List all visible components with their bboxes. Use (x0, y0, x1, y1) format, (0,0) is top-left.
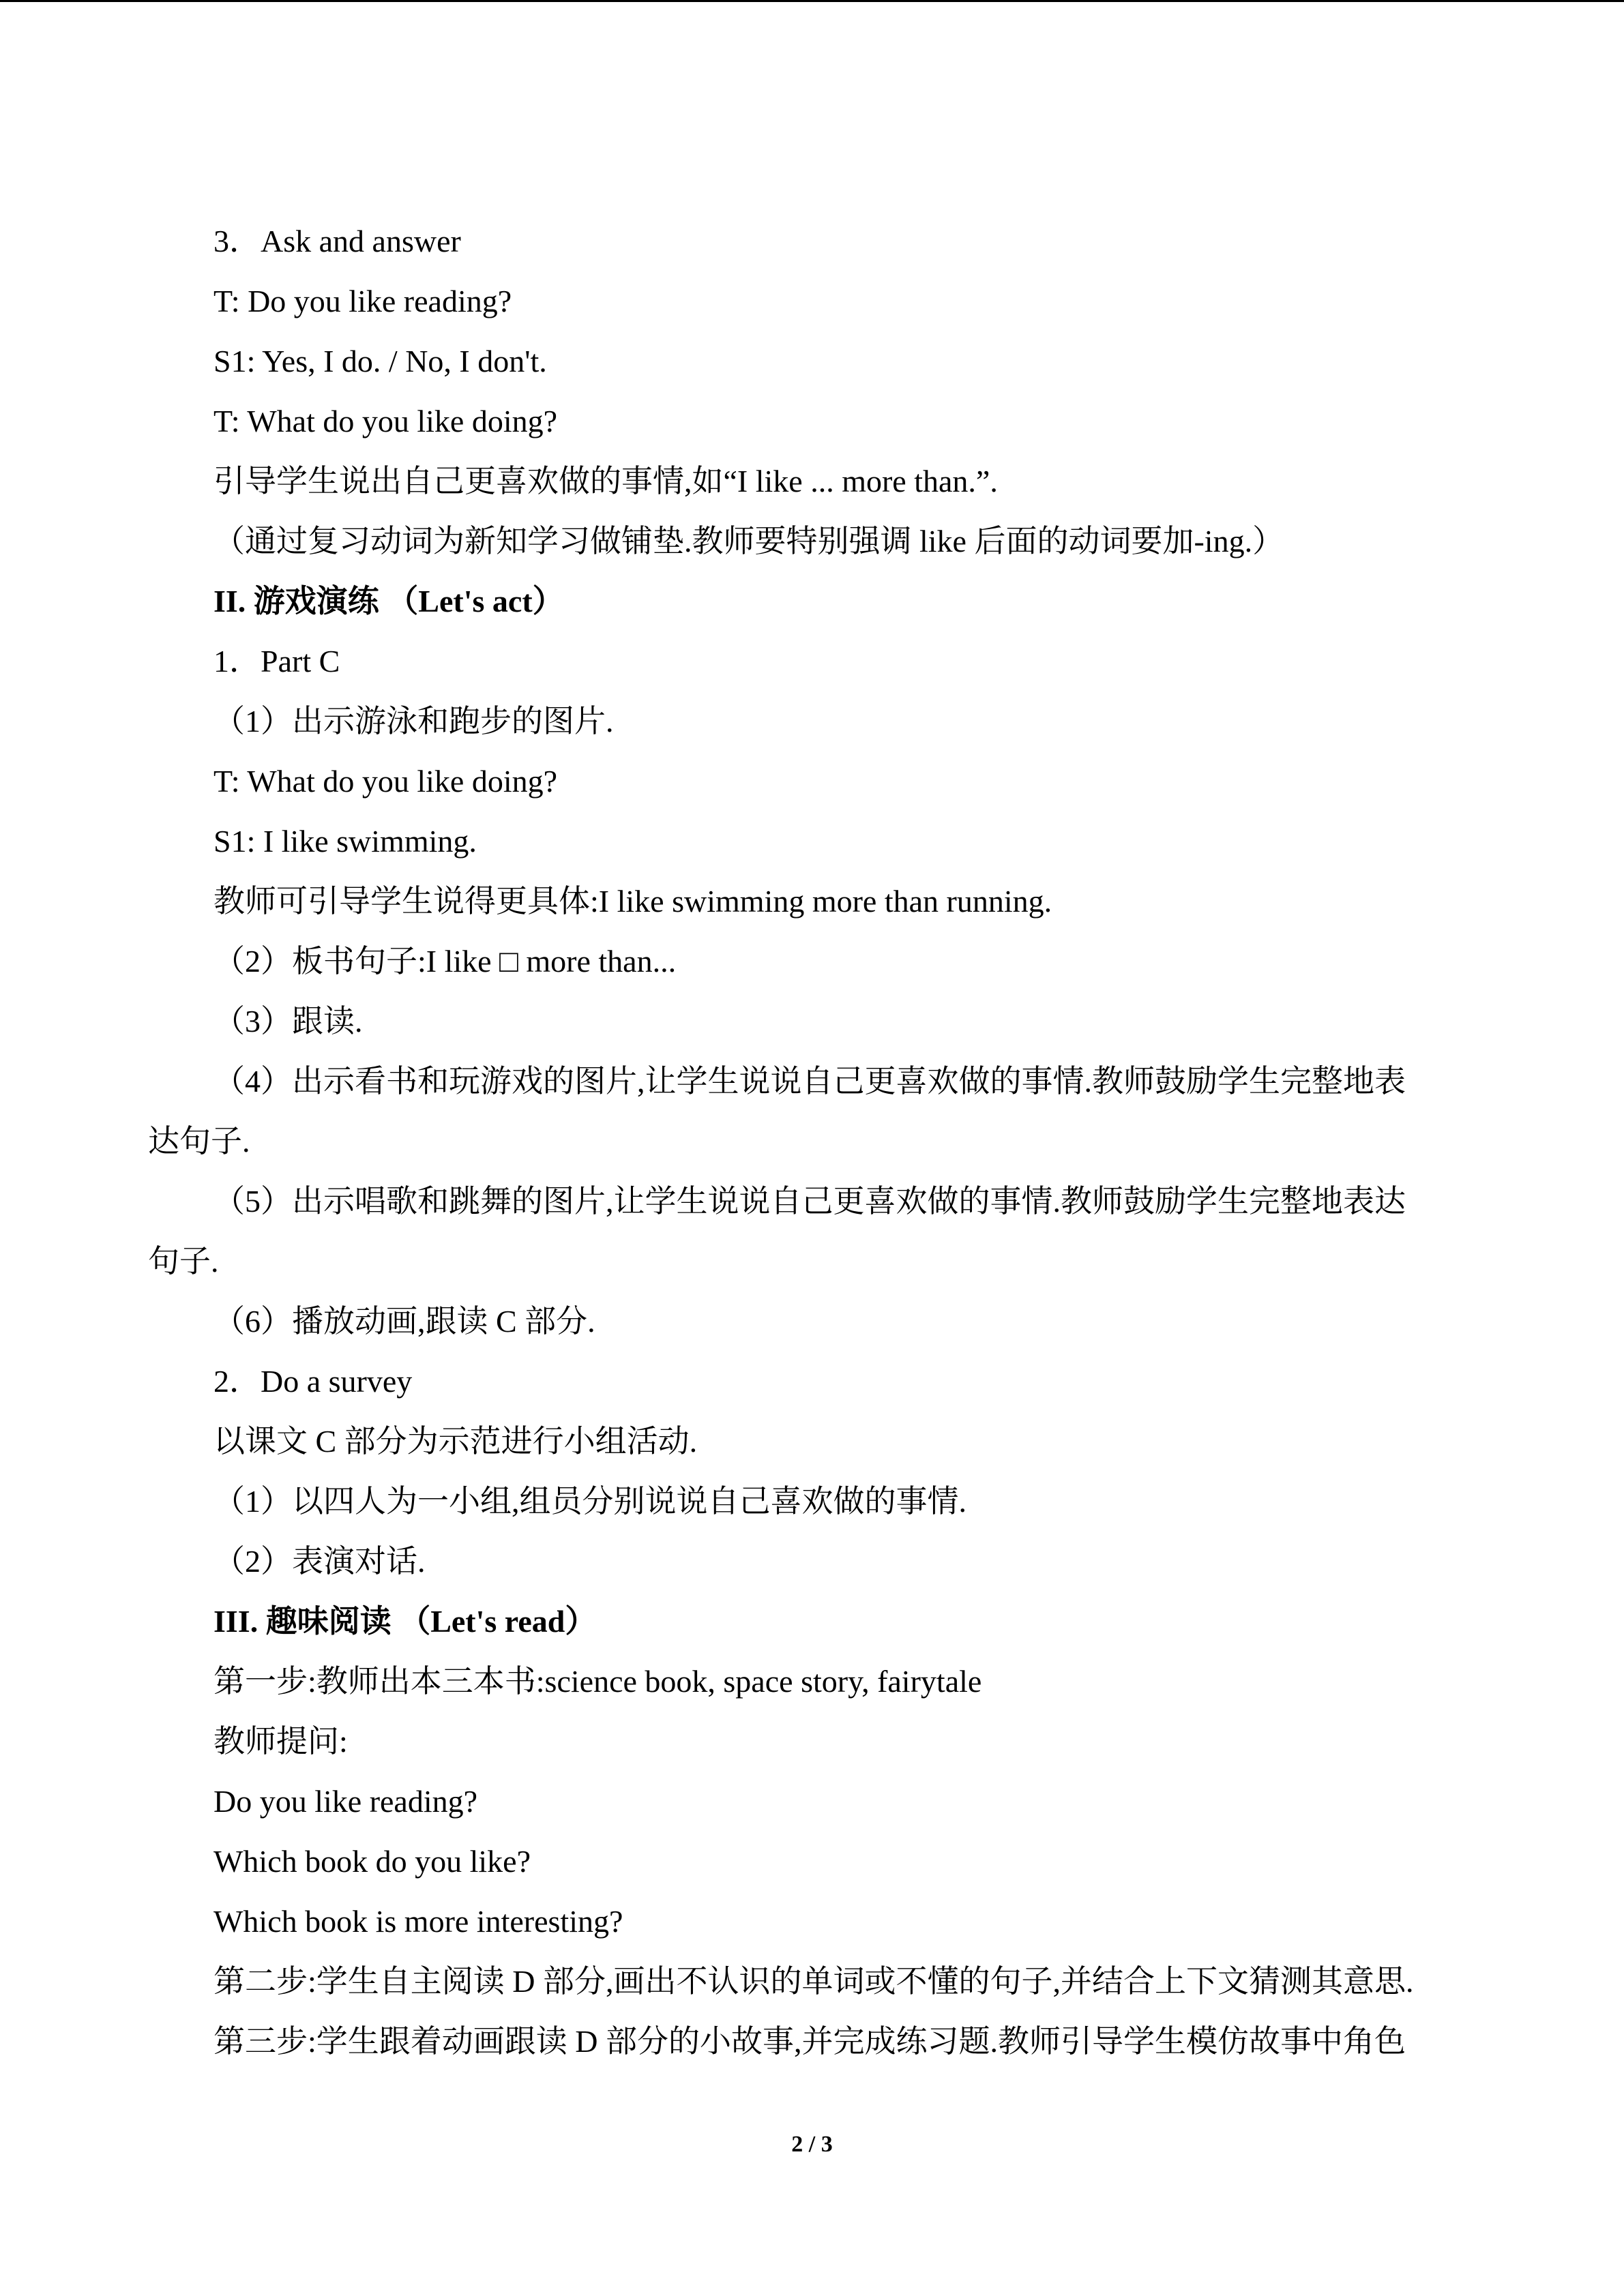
dialogue-line: T: What do you like doing? (213, 764, 558, 799)
section-item-part-c: 1．Part C (213, 644, 340, 679)
step-line: （1）以四人为一小组,组员分别说说自己喜欢做的事情. (213, 1484, 966, 1519)
page-number: 2 / 3 (791, 2132, 833, 2157)
question-line: Which book is more interesting? (213, 1904, 623, 1939)
instruction-line: 教师可引导学生说得更具体:I like swimming more than running. (213, 884, 1052, 919)
dialogue-line: T: Do you like reading? (213, 284, 512, 318)
reading-step: 第一步:教师出本三本书:science book, space story, fairytale (213, 1664, 982, 1699)
step-line: （1）出示游泳和跑步的图片. (213, 704, 614, 739)
step-line: （4）出示看书和玩游戏的图片,让学生说说自己更喜欢做的事情.教师鼓励学生完整地表 (213, 1064, 1406, 1099)
dialogue-line: T: What do you like doing? (213, 404, 558, 438)
reading-step: 第二步:学生自主阅读 D 部分,画出不认识的单词或不懂的句子,并结合上下文猜测其意思. (213, 1964, 1414, 1999)
question-line: Do you like reading? (213, 1784, 478, 1819)
step-line: （2）板书句子:I like □ more than... (213, 944, 677, 979)
step-line-continuation: 句子. (148, 1244, 219, 1279)
question-line: Which book do you like? (213, 1844, 531, 1879)
teaching-note: （通过复习动词为新知学习做铺垫.教师要特别强调 like 后面的动词要加-ing.） (213, 524, 1284, 558)
section-item-ask-and-answer: 3．Ask and answer (213, 224, 461, 258)
step-line: （2）表演对话. (213, 1544, 426, 1579)
section-item-do-a-survey: 2．Do a survey (213, 1364, 413, 1399)
document-body (148, 211, 1468, 2072)
page-top-border (0, 0, 1624, 2)
step-line-continuation: 达句子. (148, 1124, 250, 1159)
section-heading-lets-act: II. 游戏演练 （Let's act） (213, 584, 564, 618)
reading-step: 第三步:学生跟着动画跟读 D 部分的小故事,并完成练习题.教师引导学生模仿故事中角色 (213, 2024, 1406, 2059)
instruction-line: 以课文 C 部分为示范进行小组活动. (213, 1424, 698, 1459)
instruction-line: 引导学生说出自己更喜欢做的事情,如“I like ... more than.”. (213, 464, 998, 498)
dialogue-line: S1: I like swimming. (213, 824, 477, 859)
step-line: （5）出示唱歌和跳舞的图片,让学生说说自己更喜欢做的事情.教师鼓励学生完整地表达 (213, 1184, 1406, 1219)
section-heading-lets-read: III. 趣味阅读 （Let's read） (213, 1604, 597, 1639)
dialogue-line: S1: Yes, I do. / No, I don't. (213, 344, 547, 378)
step-line: （3）跟读. (213, 1004, 363, 1039)
instruction-line: 教师提问: (213, 1724, 348, 1759)
step-line: （6）播放动画,跟读 C 部分. (213, 1304, 595, 1339)
